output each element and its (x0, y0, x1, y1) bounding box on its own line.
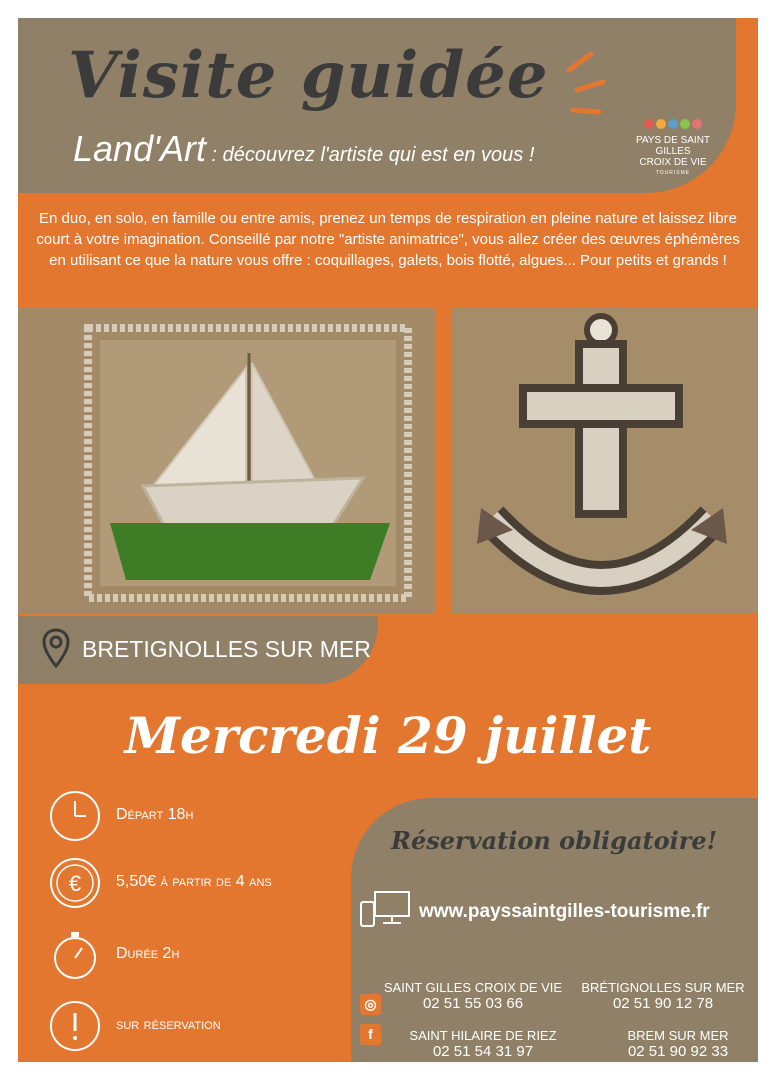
clock-icon (48, 789, 102, 843)
info-text: 5,50€ à partir de 4 ans (116, 873, 272, 890)
office-saint-gilles (378, 980, 568, 1012)
accent-rays-icon (563, 48, 623, 118)
facebook-icon[interactable]: f (360, 1024, 381, 1045)
poster (18, 18, 758, 1062)
office-name: BREM SUR MER (627, 1028, 729, 1043)
info-text: Départ 18h (116, 806, 194, 823)
reservation-title: Réservation obligatoire! (391, 826, 718, 855)
office-name: SAINT HILAIRE DE RIEZ (409, 1028, 557, 1043)
instagram-icon[interactable]: ◎ (360, 994, 381, 1015)
info-text: sur réservation (116, 1016, 221, 1033)
office-bretignolles (578, 980, 748, 1012)
logo-line-1: PAYS DE SAINT GILLES (635, 135, 711, 157)
tourism-logo[interactable] (618, 118, 728, 179)
office-saint-hilaire (398, 1028, 568, 1060)
office-phone[interactable]: 02 51 90 12 78 (612, 995, 714, 1012)
pebble-anchor-image (451, 308, 758, 613)
location-name: BRETIGNOLLES SUR MER (82, 636, 371, 662)
info-departure (48, 789, 368, 845)
devices-icon (359, 890, 411, 928)
subtitle (73, 128, 534, 170)
reservation-panel (351, 798, 758, 1062)
subtitle-rest: : découvrez l'artiste qui est en vous ! (205, 144, 535, 166)
info-booking (48, 999, 368, 1055)
office-name: SAINT GILLES CROIX DE VIE (383, 980, 563, 995)
intro-text: En duo, en solo, en famille ou entre amis, prenez un temps de respiration en pleine nature et laissez libre court à votre imagination. Conseillé par notre "artiste animatrice", vous allez créer des œuvres éphémères en utilisant ce que la nature vous offre : coquillages, galets, bois flotté, algues... Pour petits et grands ! (36, 210, 740, 269)
header-banner (18, 18, 736, 193)
info-text: Durée 2h (116, 945, 180, 962)
info-price (48, 856, 368, 912)
svg-text:€: € (68, 871, 82, 896)
office-phone[interactable]: 02 51 55 03 66 (422, 995, 524, 1012)
website-link[interactable]: www.payssaintgilles-tourisme.fr (419, 901, 710, 922)
office-brem (608, 1028, 748, 1060)
hearts-logo-icon (643, 118, 703, 132)
location-pin-icon (42, 628, 70, 672)
logo-line-2: CROIX DE VIE (639, 157, 707, 168)
office-phone[interactable]: 02 51 54 31 97 (432, 1043, 534, 1060)
office-name: BRÉTIGNOLLES SUR MER (581, 980, 745, 995)
info-duration (48, 928, 368, 984)
shell-boat-image (18, 308, 436, 613)
page-title: Visite guidée (68, 38, 549, 113)
office-phone[interactable]: 02 51 90 92 33 (627, 1043, 729, 1060)
photo-shell-boat (18, 308, 436, 613)
event-date: Mercredi 29 juillet (124, 706, 652, 765)
logo-line-3: TOURISME (655, 170, 691, 176)
photo-pebble-anchor (451, 308, 758, 613)
location-banner (18, 616, 378, 684)
exclamation-icon (48, 999, 102, 1053)
subtitle-main: Land'Art (73, 128, 206, 169)
stopwatch-icon (48, 928, 102, 982)
euro-coin-icon (48, 856, 102, 910)
